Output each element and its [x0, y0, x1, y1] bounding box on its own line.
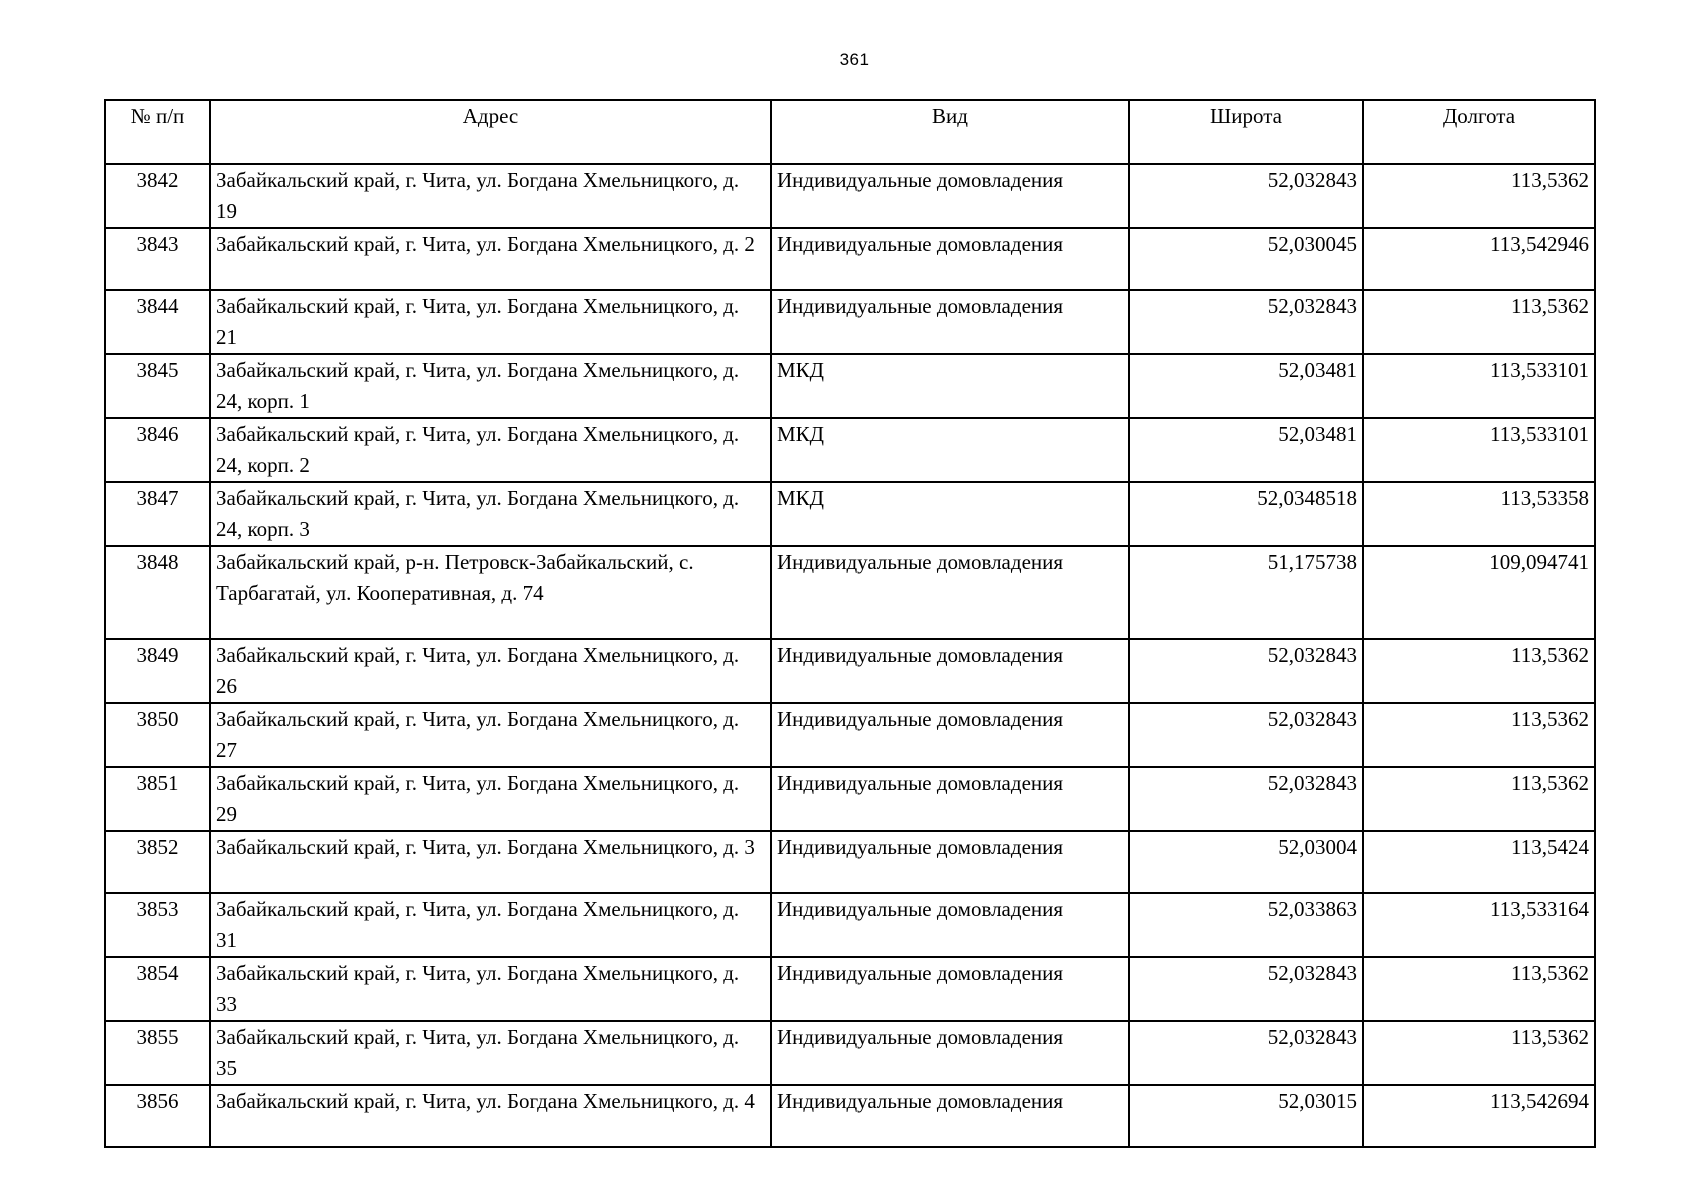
- cell-latitude: 52,03004: [1129, 831, 1363, 893]
- table-row: [105, 639, 1595, 703]
- table-row: [105, 546, 1595, 639]
- cell-latitude: 52,033863: [1129, 893, 1363, 957]
- cell-kind: Индивидуальные домовладения: [771, 546, 1129, 639]
- column-header-kind: Вид: [771, 100, 1129, 164]
- table-row: [105, 831, 1595, 893]
- cell-longitude: 113,542946: [1363, 228, 1595, 290]
- cell-latitude: 52,0348518: [1129, 482, 1363, 546]
- cell-address: Забайкальский край, г. Чита, ул. Богдана Хмельницкого, д. 2: [210, 228, 771, 290]
- cell-longitude: 113,5424: [1363, 831, 1595, 893]
- cell-longitude: 113,542694: [1363, 1085, 1595, 1147]
- cell-latitude: 52,03481: [1129, 418, 1363, 482]
- cell-latitude: 51,175738: [1129, 546, 1363, 639]
- cell-longitude: 113,5362: [1363, 703, 1595, 767]
- cell-num: 3842: [105, 164, 210, 228]
- cell-kind: Индивидуальные домовладения: [771, 831, 1129, 893]
- cell-kind: Индивидуальные домовладения: [771, 1021, 1129, 1085]
- cell-kind: Индивидуальные домовладения: [771, 1085, 1129, 1147]
- cell-num: 3846: [105, 418, 210, 482]
- cell-num: 3855: [105, 1021, 210, 1085]
- table-row: [105, 290, 1595, 354]
- cell-num: 3843: [105, 228, 210, 290]
- column-header-longitude: Долгота: [1363, 100, 1595, 164]
- cell-address: Забайкальский край, г. Чита, ул. Богдана Хмельницкого, д. 27: [210, 703, 771, 767]
- cell-kind: Индивидуальные домовладения: [771, 703, 1129, 767]
- table-row: [105, 703, 1595, 767]
- cell-latitude: 52,03481: [1129, 354, 1363, 418]
- cell-address: Забайкальский край, г. Чита, ул. Богдана Хмельницкого, д. 21: [210, 290, 771, 354]
- address-table: [104, 99, 1596, 1148]
- cell-longitude: 113,5362: [1363, 164, 1595, 228]
- cell-latitude: 52,030045: [1129, 228, 1363, 290]
- cell-latitude: 52,032843: [1129, 767, 1363, 831]
- table-header: [105, 100, 1595, 164]
- table-row: [105, 354, 1595, 418]
- cell-latitude: 52,03015: [1129, 1085, 1363, 1147]
- cell-longitude: 113,53358: [1363, 482, 1595, 546]
- table-row: [105, 418, 1595, 482]
- cell-longitude: 113,533164: [1363, 893, 1595, 957]
- cell-kind: МКД: [771, 354, 1129, 418]
- cell-num: 3850: [105, 703, 210, 767]
- table-row: [105, 1021, 1595, 1085]
- page-number: 361: [839, 50, 870, 69]
- table-row: [105, 228, 1595, 290]
- column-header-address: Адрес: [210, 100, 771, 164]
- cell-num: 3849: [105, 639, 210, 703]
- table-row: [105, 482, 1595, 546]
- cell-latitude: 52,032843: [1129, 290, 1363, 354]
- cell-longitude: 113,533101: [1363, 354, 1595, 418]
- table-row: [105, 893, 1595, 957]
- cell-kind: Индивидуальные домовладения: [771, 957, 1129, 1021]
- cell-address: Забайкальский край, г. Чита, ул. Богдана Хмельницкого, д. 31: [210, 893, 771, 957]
- cell-num: 3845: [105, 354, 210, 418]
- cell-num: 3847: [105, 482, 210, 546]
- cell-address: Забайкальский край, г. Чита, ул. Богдана Хмельницкого, д. 19: [210, 164, 771, 228]
- cell-address: Забайкальский край, г. Чита, ул. Богдана Хмельницкого, д. 24, корп. 2: [210, 418, 771, 482]
- cell-num: 3853: [105, 893, 210, 957]
- header-row: [105, 100, 1595, 164]
- cell-num: 3852: [105, 831, 210, 893]
- cell-address: Забайкальский край, г. Чита, ул. Богдана Хмельницкого, д. 24, корп. 1: [210, 354, 771, 418]
- column-header-latitude: Широта: [1129, 100, 1363, 164]
- cell-kind: Индивидуальные домовладения: [771, 639, 1129, 703]
- cell-num: 3844: [105, 290, 210, 354]
- cell-latitude: 52,032843: [1129, 957, 1363, 1021]
- cell-latitude: 52,032843: [1129, 1021, 1363, 1085]
- cell-address: Забайкальский край, г. Чита, ул. Богдана Хмельницкого, д. 29: [210, 767, 771, 831]
- cell-num: 3851: [105, 767, 210, 831]
- cell-num: 3856: [105, 1085, 210, 1147]
- table-row: [105, 164, 1595, 228]
- cell-kind: Индивидуальные домовладения: [771, 228, 1129, 290]
- cell-longitude: 113,5362: [1363, 290, 1595, 354]
- cell-num: 3848: [105, 546, 210, 639]
- table-row: [105, 957, 1595, 1021]
- cell-kind: МКД: [771, 418, 1129, 482]
- table-body: [105, 164, 1595, 1147]
- cell-latitude: 52,032843: [1129, 703, 1363, 767]
- cell-address: Забайкальский край, г. Чита, ул. Богдана Хмельницкого, д. 3: [210, 831, 771, 893]
- cell-kind: Индивидуальные домовладения: [771, 893, 1129, 957]
- cell-num: 3854: [105, 957, 210, 1021]
- cell-address: Забайкальский край, г. Чита, ул. Богдана Хмельницкого, д. 33: [210, 957, 771, 1021]
- cell-longitude: 113,5362: [1363, 639, 1595, 703]
- cell-kind: Индивидуальные домовладения: [771, 164, 1129, 228]
- cell-longitude: 113,533101: [1363, 418, 1595, 482]
- cell-longitude: 113,5362: [1363, 767, 1595, 831]
- column-header-num: № п/п: [105, 100, 210, 164]
- table-row: [105, 1085, 1595, 1147]
- cell-kind: Индивидуальные домовладения: [771, 767, 1129, 831]
- cell-address: Забайкальский край, г. Чита, ул. Богдана Хмельницкого, д. 26: [210, 639, 771, 703]
- cell-longitude: 113,5362: [1363, 1021, 1595, 1085]
- cell-address: Забайкальский край, г. Чита, ул. Богдана Хмельницкого, д. 4: [210, 1085, 771, 1147]
- cell-address: Забайкальский край, р-н. Петровск-Забайкальский, с. Тарбагатай, ул. Кооперативная, д. 74: [210, 546, 771, 639]
- table-row: [105, 767, 1595, 831]
- cell-address: Забайкальский край, г. Чита, ул. Богдана Хмельницкого, д. 24, корп. 3: [210, 482, 771, 546]
- cell-latitude: 52,032843: [1129, 639, 1363, 703]
- cell-kind: МКД: [771, 482, 1129, 546]
- cell-longitude: 113,5362: [1363, 957, 1595, 1021]
- cell-kind: Индивидуальные домовладения: [771, 290, 1129, 354]
- cell-address: Забайкальский край, г. Чита, ул. Богдана Хмельницкого, д. 35: [210, 1021, 771, 1085]
- cell-longitude: 109,094741: [1363, 546, 1595, 639]
- cell-latitude: 52,032843: [1129, 164, 1363, 228]
